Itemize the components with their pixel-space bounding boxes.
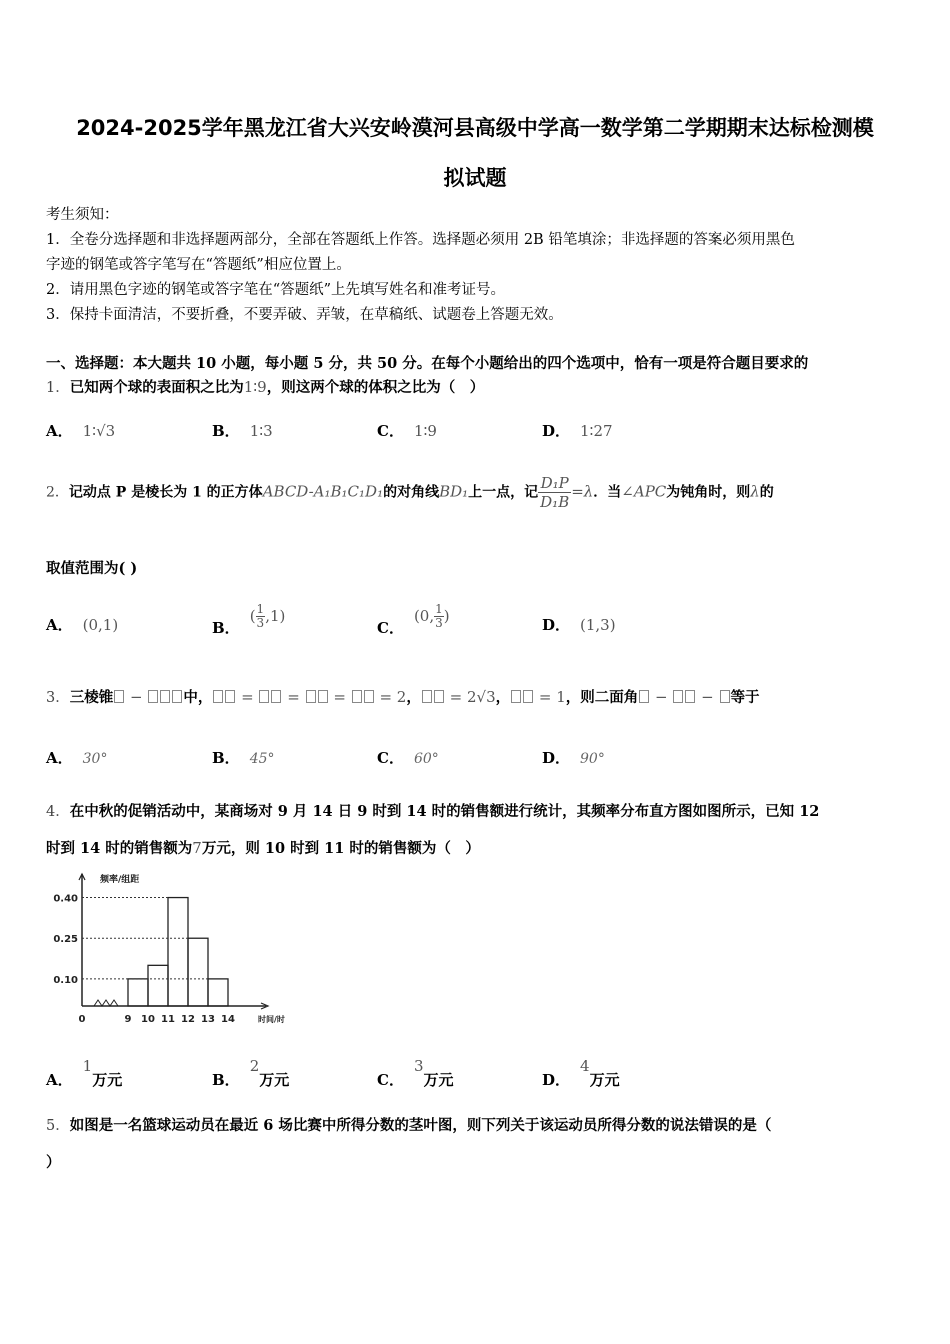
question-5-cont: ） (46, 1154, 61, 1171)
option-d[interactable] (542, 420, 613, 441)
option-value: 4 (580, 1057, 590, 1075)
amount-value: 7 (192, 839, 202, 857)
question-text: 万元，则 10 时到 11 时的销售额为（ ） (201, 840, 480, 857)
option-value: (0, $\frac{1}{3}$ ) (413, 602, 450, 630)
option-label: C． (377, 749, 404, 767)
y-tick-label: 0.40 (53, 893, 78, 905)
missing-formula: − (113, 688, 183, 706)
question-1 (46, 376, 484, 397)
x-tick-label: 11 (161, 1014, 175, 1025)
option-value: 2 (249, 1057, 260, 1075)
equation-2 (421, 688, 496, 706)
lambda-symbol: λ (750, 482, 760, 501)
option-b[interactable] (212, 747, 275, 768)
page-title-cont: 拟试题 (443, 166, 507, 190)
question-text: 的 (759, 484, 774, 501)
notice-item-2: 2．请用黑色字迹的钢笔或答字笔在“答题纸”上先填写姓名和准考证号。 (46, 282, 506, 298)
option-value: 60° (413, 751, 439, 767)
option-label: B． (212, 1071, 240, 1089)
option-unit: 万元 (259, 1071, 290, 1089)
equation-value: = 2 (379, 688, 407, 706)
option-value: 30° (82, 751, 108, 767)
option-value: 1∶27 (580, 422, 613, 440)
option-value: (0,1) (82, 616, 119, 634)
option-label: B． (212, 618, 240, 637)
option-label: C． (377, 422, 404, 440)
question-number: 3． (46, 690, 70, 706)
angle-label: ∠APC (621, 482, 667, 501)
frequency-histogram (46, 866, 304, 1034)
question-text: 上一点，记 (468, 484, 539, 501)
option-b[interactable] (212, 603, 285, 638)
x-tick-label: 14 (221, 1014, 235, 1025)
y-tick-label: 0.25 (53, 934, 78, 946)
option-label: D． (542, 1071, 571, 1089)
option-label: D． (542, 422, 571, 440)
equation-1: = = = = 2 (212, 688, 406, 706)
option-label: B． (212, 422, 240, 440)
page-title: 2024-2025学年黑龙江省大兴安岭漠河县高级中学高一数学第二学期期末达标检测模 (76, 116, 874, 140)
question-text: 记动点 P 是棱长为 1 的正方体 (68, 484, 263, 501)
option-c[interactable] (377, 603, 450, 638)
question-text: 的对角线 (383, 484, 440, 501)
option-value: ( $\frac{1}{3}$ ,1) (249, 602, 286, 630)
question-text: ，则这两个球的体积之比为（ ） (266, 379, 485, 396)
option-a[interactable] (46, 747, 107, 768)
question-text: 中， (183, 689, 213, 706)
option-value: (1,3) (580, 616, 616, 634)
question-text: 三棱锥 (69, 689, 114, 706)
option-a[interactable] (46, 420, 115, 441)
question-2 (46, 474, 774, 511)
question-text: 为钝角时，则 (666, 484, 751, 501)
option-value: 3 (413, 1057, 424, 1075)
option-value: 1∶3 (249, 422, 273, 440)
option-label: D． (542, 616, 571, 634)
x-tick-label: 12 (181, 1014, 195, 1025)
question-text: 在中秋的促销活动中，某商场对 9 月 14 日 9 时到 14 时的销售额进行统计，其频率分布直方图如图所示，已知 12 (69, 803, 820, 820)
option-label: A． (46, 616, 73, 634)
option-value: 45° (249, 751, 275, 767)
question-2-cont: 取值范围为( ) (46, 560, 138, 577)
ratio-fraction (538, 474, 571, 511)
option-value: 1 (82, 1057, 93, 1075)
cube-label: ABCD-A₁B₁C₁D₁ (262, 482, 384, 501)
option-c[interactable] (377, 1057, 454, 1090)
lambda-equation: =λ (571, 482, 594, 501)
x-tick-label: 13 (201, 1014, 215, 1025)
option-unit: 万元 (589, 1071, 620, 1089)
option-b[interactable] (212, 1057, 289, 1090)
equation-value: = 2√3 (449, 688, 496, 706)
ratio-value: 1∶9 (243, 378, 267, 396)
equation-value: = 1 (538, 688, 566, 706)
option-d[interactable] (542, 614, 616, 635)
notice-item-1: 1．全卷分选择题和非选择题两部分，全部在答题纸上作答。选择题必须用 2B 铅笔填涂；非选择题的答案必须用黑色 (46, 232, 795, 248)
option-unit: 万元 (423, 1071, 454, 1089)
fraction-denominator: D₁B (540, 493, 570, 511)
option-c[interactable] (377, 747, 439, 768)
option-unit: 万元 (92, 1071, 123, 1089)
question-text: 如图是一名篮球运动员在最近 6 场比赛中所得分数的茎叶图，则下列关于该运动员所得分数的说法错误的是（ (69, 1117, 772, 1134)
option-label: C． (377, 618, 404, 637)
y-axis-title: 频率/组距 (100, 875, 140, 885)
question-text: 已知两个球的表面积之比为 (69, 379, 244, 396)
question-number: 5． (46, 1118, 70, 1134)
x-tick-label: 10 (141, 1014, 155, 1025)
option-b[interactable] (212, 420, 273, 441)
option-label: A． (46, 422, 73, 440)
x-tick-label: 9 (124, 1014, 132, 1025)
option-c[interactable] (377, 420, 437, 441)
option-value: 90° (580, 751, 605, 767)
x-tick-label: 0 (78, 1014, 86, 1025)
question-number: 1． (46, 380, 70, 396)
option-a[interactable] (46, 614, 118, 635)
dihedral-formula: − − (638, 688, 730, 706)
question-3: 3．三棱锥 − 中， = = = = 2， = 2√3， = 1，则二面角 − − 等于 (46, 688, 760, 706)
fraction-numerator: D₁P (538, 474, 571, 493)
option-label: A． (46, 1071, 73, 1089)
question-number: 2． (46, 484, 69, 501)
question-4-cont (46, 837, 480, 858)
question-text: 时到 14 时的销售额为 (46, 840, 193, 857)
x-axis-title: 时间/时 (258, 1015, 285, 1024)
y-tick-label: 0.10 (53, 974, 78, 986)
notice-item-3: 3．保持卡面清洁，不要折叠，不要弄破、弄皱，在草稿纸、试题卷上答题无效。 (46, 307, 563, 323)
option-d[interactable] (542, 747, 605, 768)
option-d[interactable] (542, 1057, 620, 1090)
option-label: B． (212, 749, 240, 767)
notice-item-1-cont: 字迹的钢笔或答字笔写在“答题纸”相应位置上。 (46, 257, 351, 273)
question-5 (46, 1114, 771, 1135)
option-a[interactable] (46, 1057, 122, 1090)
question-text: 等于 (730, 689, 760, 706)
question-4 (46, 800, 819, 821)
question-number: 4． (46, 804, 70, 820)
section-heading: 一、选择题：本大题共 10 小题，每小题 5 分，共 50 分。在每个小题给出的四个选项中，恰有一项是符合题目要求的 (46, 355, 809, 372)
option-value: 1∶9 (413, 422, 437, 440)
option-label: C． (377, 1071, 404, 1089)
option-value: 1∶√3 (82, 422, 116, 440)
option-label: A． (46, 749, 73, 767)
equation-3 (510, 688, 566, 706)
notice-heading: 考生须知： (46, 207, 119, 223)
option-label: D． (542, 749, 571, 767)
question-text: ，则二面角 (565, 689, 639, 706)
diagonal-label: BD₁ (439, 482, 469, 501)
question-text: ．当 (593, 484, 622, 501)
